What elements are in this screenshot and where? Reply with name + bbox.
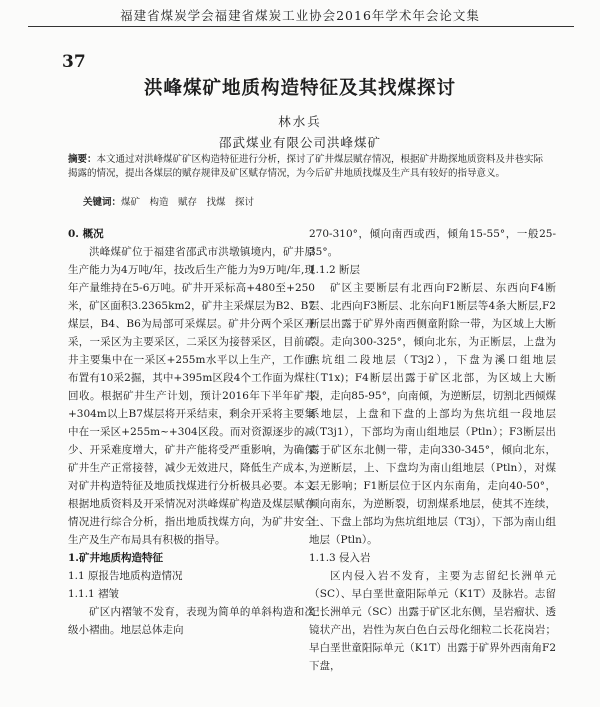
subsection-heading: 1.1.1 褶皱 [68, 588, 120, 600]
subsection-heading: 1.1.3 侵入岩 [309, 552, 371, 564]
section-heading: 0. 概况 [68, 228, 104, 240]
paragraph: 矿区主要断层有北西向F2断层、东西向F4断层、北西向F3断层、北东向F1断层等4条大断层,F2断层出露于矿界外南西侧童附除一带，为区域上大断裂。走向300-325°，倾向北东，为正断层，上盘为焦坑组二段地层（T3j2），下盘为溪口组地层（T1x)；F4断层出露于矿区北部，为区域上大断裂，走向85-95°，向南倾，为逆断层，切割北西倾煤系地层，上盘和下盘的上部均为焦坑组一段地层（T3j1），下部均为南山组地层（Ptln）；F3断层出露于矿区东北侧一带，走向330-345°，倾向北东，为逆断层，上、下盘均为南山组地层（Ptln），对煤层无影响；F1断层位于区内东南角，走向40-50°，倾向南东，为逆断裂，切割煤系地层，使其不连续，上、下盘上部均为焦坑组地层（T3j），下部为南山组地层（Ptln）。 [309, 282, 556, 546]
abstract [68, 153, 548, 180]
subsection-heading: 1.1.2 断层 [309, 264, 361, 276]
abstract-label: 摘要： [68, 154, 97, 165]
abstract-text: 本文通过对洪峰煤矿矿区构造特征进行分析，探讨了矿井煤层赋存情况，根据矿井勘探地质资料及井巷实际揭露的情况，提出各煤层的赋存规律及矿区赋存情况，为今后矿井地质找煤及生产具有较好的指导意义。 [68, 154, 544, 179]
subsection-heading: 1.1 原报告地质构造情况 [68, 570, 183, 582]
paragraph: 矿区内褶皱不发育，表现为简单的单斜构造和次级小褶曲。地层总体走向 [68, 606, 315, 636]
paragraph: 洪峰煤矿位于福建省邵武市洪墩镇境内，矿井原生产能力为4万吨/年，技改后生产能力为9万吨/年,现年产量维持在5-6万吨。矿井开采标高+480至+250米，矿区面积3.2365km2，矿井主采煤层为B2、B7煤层，B4、B6为局部可采煤层。矿井分两个采区开采，一采区为主要采区，二采区为接替采区，目前矿井主要集中在一采区+255m水平以上生产，工作面布置有10采2掘，其中+395m区段4个工作面为煤柱回收。根据矿井生产计划，预计2016年下半年矿井+304m以上B7煤层将开采结束，剩余开采将主要集中在一采区+255m~+304区段。而对资源逐步的减少、开采难度增大，矿井产能将受严重影响，为确保矿井生产正常接替，减少无效进尺，降低生产成本，对矿井构造特征及地质找煤进行分析极具必要。本文根据地质资料及开采情况对洪峰煤矿构造及煤层赋存情况进行综合分析，指出地质找煤方向，为矿井安全生产及生产布局具有积极的指导。 [68, 246, 315, 546]
author: 林水兵 [278, 114, 322, 129]
keywords-text: 煤矿 构造 赋存 找煤 探讨 [121, 197, 255, 208]
paragraph: 区内侵入岩不发育，主要为志留纪长洲单元（SC）、早白垩世童阳际单元（K1T）及脉岩。志留纪长洲单元（SC）出露于矿区北东侧，呈岩瘤状、透镜状产出，岩性为灰白色白云母化细粒二长花岗岩；早白垩世童阳际单元（K1T）出露于矿界外西南角F2下盘， [309, 570, 556, 672]
paragraph: 270-310°，倾向南西或西，倾角15-55°，一般25-35°。 [309, 228, 556, 258]
right-column [309, 225, 556, 675]
header-rule [28, 26, 574, 27]
paper-title: 洪峰煤矿地质构造特征及其找煤探讨 [143, 78, 456, 99]
running-header: 福建省煤炭学会福建省煤炭工业协会2016年学术年会论文集 [120, 8, 480, 23]
left-column [68, 225, 315, 639]
keywords [83, 194, 553, 208]
keywords-label: 关键词： [83, 197, 122, 208]
affiliation: 邵武煤业有限公司洪峰煤矿 [218, 135, 381, 150]
chapter-number: 37 [62, 52, 86, 72]
section-heading: 1.矿井地质构造特征 [68, 552, 163, 564]
